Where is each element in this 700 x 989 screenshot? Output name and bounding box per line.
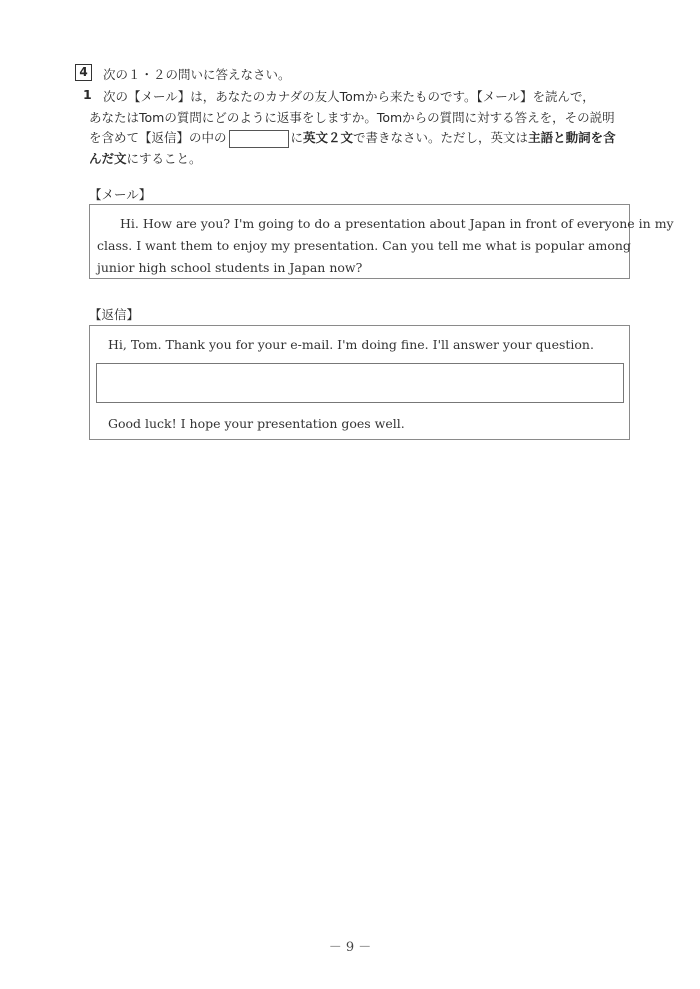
mail-line-3: junior high school students in Japan now? [97,260,363,275]
instruction-line-4 [89,149,202,167]
instruction-text: を含めて【返信】の中の [89,130,227,145]
reply-closing: Good luck! I hope your presentation goes well. [108,416,405,431]
instruction-emphasis: 英文２文 [303,130,354,145]
reply-heading: 【返信】 [89,307,140,322]
question-intro: 次の１・２の問いに答えなさい。 [103,67,291,82]
instruction-text: にすること。 [126,151,202,166]
answer-field[interactable] [96,363,624,403]
instruction-emphasis: 主語と動詞を含 [528,130,616,145]
sub-question-number: 1 [83,87,92,102]
mail-heading: 【メール】 [89,187,152,202]
instruction-line-1: 次の【メール】は，あなたのカナダの友人Tomから来たものです。【メール】を読んで， [103,89,595,104]
instruction-text: で書きなさい。ただし，英文は [353,130,529,145]
instruction-text: に [290,130,304,145]
reply-box [89,325,630,440]
instruction-line-2: あなたはTomの質問にどのように返事をしますか。Tomからの質問に対する答えを，その説明 [89,110,615,125]
mail-line-2: class. I want them to enjoy my presentation. Can you tell me what is popular among [97,238,631,253]
instruction-emphasis: んだ文 [89,151,127,166]
question-number-box: 4 [75,64,92,81]
page-number: － 9 － [328,940,372,955]
instruction-line-3 [89,127,616,149]
reply-line-1: Hi, Tom. Thank you for your e-mail. I'm doing fine. I'll answer your question. [108,337,594,352]
mail-box [89,204,674,279]
mail-line-1: Hi. How are you? I'm going to do a presentation about Japan in front of everyone in my [120,216,674,231]
answer-blank-marker [229,130,289,148]
